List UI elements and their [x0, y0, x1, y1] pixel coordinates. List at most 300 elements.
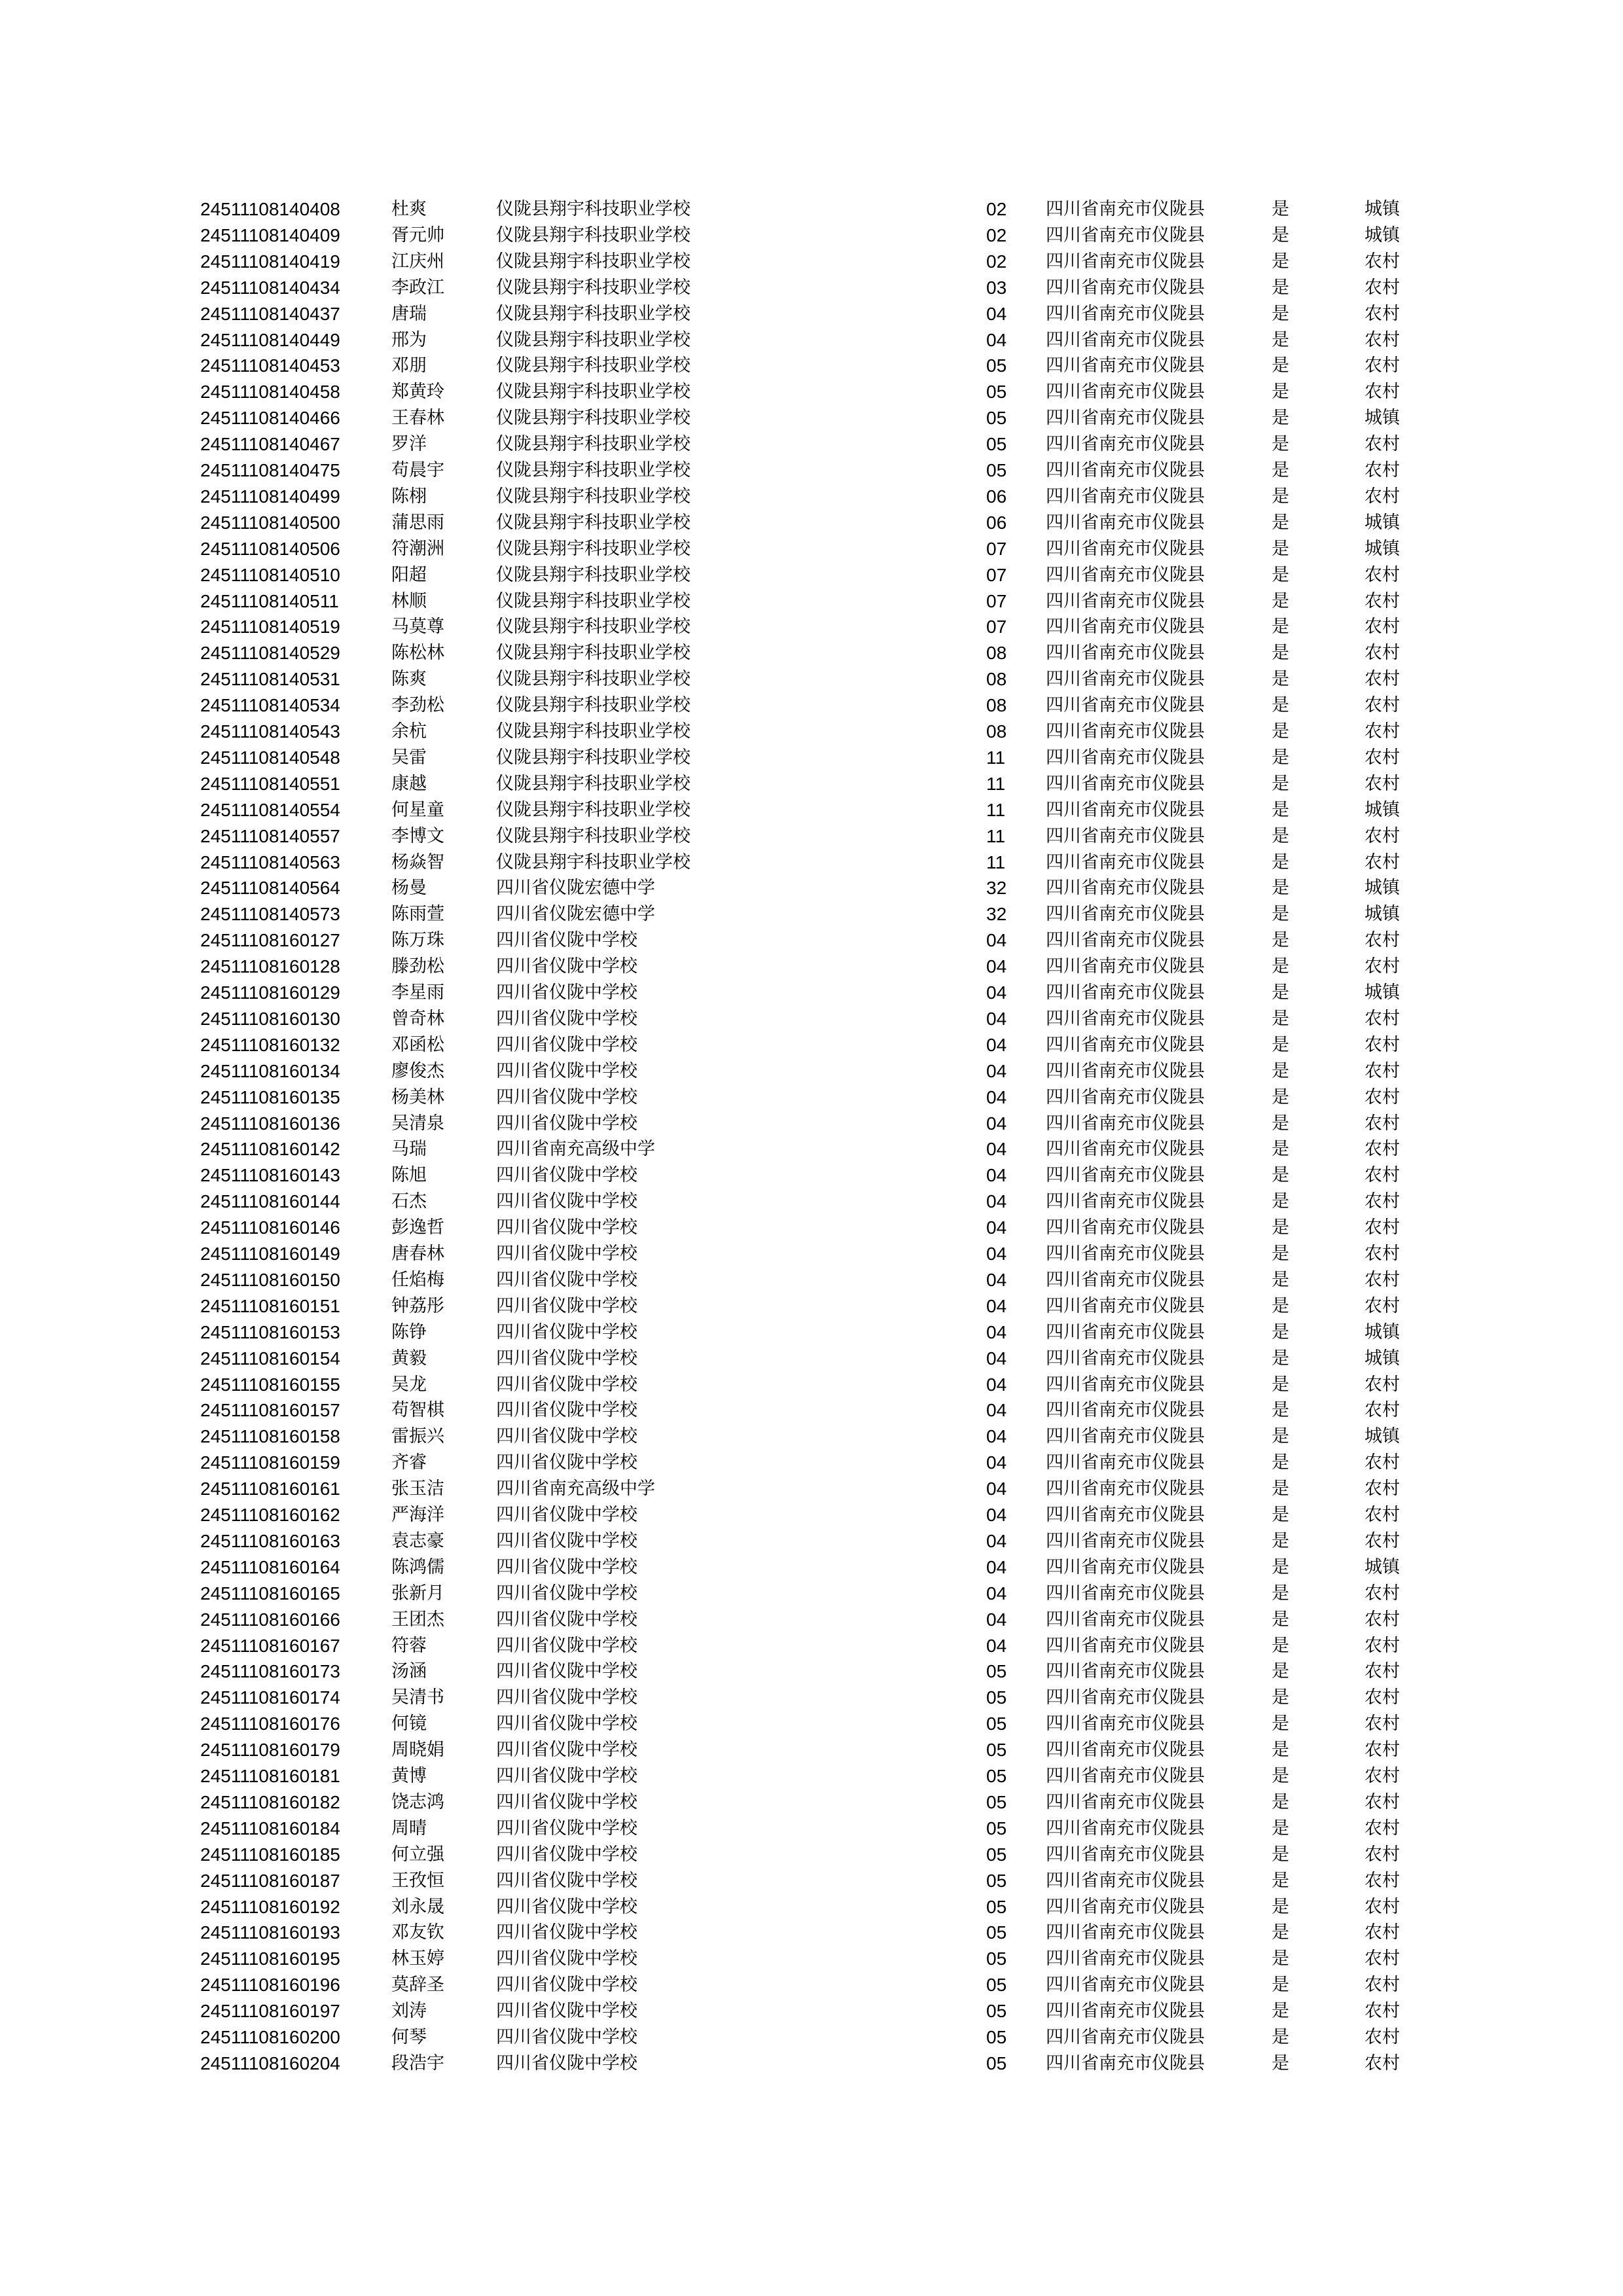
school-name: 仪陇县翔宇科技职业学校 — [496, 251, 690, 272]
eligibility-flag: 是 — [1272, 1479, 1289, 1499]
residence-type: 农村 — [1364, 486, 1400, 507]
student-id: 24511108160181 — [200, 1766, 340, 1786]
residence-type: 城镇 — [1364, 878, 1400, 899]
class-number: 05 — [986, 1818, 1007, 1839]
class-number: 08 — [986, 669, 1007, 690]
eligibility-flag: 是 — [1272, 1922, 1289, 1943]
eligibility-flag: 是 — [1272, 1426, 1289, 1447]
class-number: 04 — [986, 1635, 1007, 1656]
residence-type: 城镇 — [1364, 904, 1400, 925]
eligibility-flag: 是 — [1272, 1452, 1289, 1473]
residence-type: 农村 — [1364, 590, 1400, 611]
student-id: 24511108140466 — [200, 408, 340, 429]
residence-type: 农村 — [1364, 1948, 1400, 1969]
table-row — [0, 1789, 1623, 1816]
table-row — [0, 1189, 1623, 1215]
student-name: 黄毅 — [391, 1348, 427, 1369]
region: 四川省南充市仪陇县 — [1046, 329, 1205, 350]
residence-type: 农村 — [1364, 564, 1400, 585]
student-id: 24511108160163 — [200, 1530, 340, 1551]
eligibility-flag: 是 — [1272, 199, 1289, 219]
school-name: 四川省仪陇中学校 — [496, 1348, 637, 1369]
eligibility-flag: 是 — [1272, 669, 1289, 690]
eligibility-flag: 是 — [1272, 799, 1289, 820]
table-row — [0, 484, 1623, 510]
student-name: 唐春林 — [391, 1244, 444, 1264]
school-name: 仪陇县翔宇科技职业学校 — [496, 224, 690, 245]
region: 四川省南充市仪陇县 — [1046, 1191, 1205, 1212]
eligibility-flag: 是 — [1272, 408, 1289, 429]
school-name: 四川省仪陇中学校 — [496, 2001, 637, 2022]
eligibility-flag: 是 — [1272, 2001, 1289, 2022]
table-row — [0, 1868, 1623, 1894]
eligibility-flag: 是 — [1272, 1505, 1289, 1525]
class-number: 06 — [986, 512, 1007, 533]
school-name: 四川省仪陇中学校 — [496, 1165, 637, 1186]
student-id: 24511108160166 — [200, 1609, 340, 1630]
student-id: 24511108160179 — [200, 1740, 340, 1761]
eligibility-flag: 是 — [1272, 564, 1289, 585]
student-id: 24511108160176 — [200, 1713, 340, 1734]
class-number: 04 — [986, 1034, 1007, 1055]
class-number: 04 — [986, 1426, 1007, 1447]
region: 四川省南充市仪陇县 — [1046, 956, 1205, 977]
school-name: 仪陇县翔宇科技职业学校 — [496, 643, 690, 664]
region: 四川省南充市仪陇县 — [1046, 1113, 1205, 1134]
table-row — [0, 954, 1623, 980]
residence-type: 农村 — [1364, 1896, 1400, 1917]
eligibility-flag: 是 — [1272, 747, 1289, 768]
table-row — [0, 1528, 1623, 1554]
table-row — [0, 1346, 1623, 1372]
region: 四川省南充市仪陇县 — [1046, 982, 1205, 1003]
school-name: 四川省仪陇中学校 — [496, 1661, 637, 1682]
student-name: 邓朋 — [391, 355, 427, 376]
student-id: 24511108140499 — [200, 486, 340, 507]
residence-type: 农村 — [1364, 1505, 1400, 1525]
student-name: 胥元帅 — [391, 224, 444, 245]
student-id: 24511108140510 — [200, 564, 340, 585]
residence-type: 农村 — [1364, 329, 1400, 350]
student-name: 吴清书 — [391, 1687, 444, 1708]
class-number: 05 — [986, 1975, 1007, 1996]
school-name: 仪陇县翔宇科技职业学校 — [496, 721, 690, 742]
school-name: 四川省仪陇中学校 — [496, 1113, 637, 1134]
residence-type: 农村 — [1364, 355, 1400, 376]
region: 四川省南充市仪陇县 — [1046, 825, 1205, 846]
eligibility-flag: 是 — [1272, 1191, 1289, 1212]
residence-type: 农村 — [1364, 1139, 1400, 1160]
student-id: 24511108140548 — [200, 747, 340, 768]
school-name: 仪陇县翔宇科技职业学校 — [496, 590, 690, 611]
student-id: 24511108160151 — [200, 1295, 340, 1316]
region: 四川省南充市仪陇县 — [1046, 1844, 1205, 1865]
student-id: 24511108160196 — [200, 1975, 340, 1996]
class-number: 05 — [986, 1687, 1007, 1708]
school-name: 四川省仪陇中学校 — [496, 1713, 637, 1734]
student-name: 江庆州 — [391, 251, 444, 272]
student-id: 24511108140529 — [200, 643, 340, 664]
region: 四川省南充市仪陇县 — [1046, 564, 1205, 585]
student-id: 24511108160144 — [200, 1191, 340, 1212]
student-name: 周晓娟 — [391, 1740, 444, 1761]
school-name: 四川省仪陇中学校 — [496, 1244, 637, 1264]
class-number: 02 — [986, 199, 1007, 219]
school-name: 四川省仪陇中学校 — [496, 2053, 637, 2073]
student-id: 24511108140564 — [200, 878, 340, 899]
class-number: 04 — [986, 1583, 1007, 1604]
eligibility-flag: 是 — [1272, 1008, 1289, 1029]
class-number: 04 — [986, 930, 1007, 951]
eligibility-flag: 是 — [1272, 1583, 1289, 1604]
region: 四川省南充市仪陇县 — [1046, 486, 1205, 507]
student-name: 刘涛 — [391, 2001, 427, 2022]
region: 四川省南充市仪陇县 — [1046, 1008, 1205, 1029]
student-name: 黄博 — [391, 1766, 427, 1786]
table-row — [0, 1215, 1623, 1241]
region: 四川省南充市仪陇县 — [1046, 1295, 1205, 1316]
region: 四川省南充市仪陇县 — [1046, 1975, 1205, 1996]
student-name: 严海洋 — [391, 1505, 444, 1525]
residence-type: 农村 — [1364, 277, 1400, 298]
student-id: 24511108160185 — [200, 1844, 340, 1865]
class-number: 05 — [986, 460, 1007, 480]
school-name: 四川省仪陇中学校 — [496, 956, 637, 977]
residence-type: 城镇 — [1364, 224, 1400, 245]
student-name: 符潮洲 — [391, 538, 444, 559]
student-id: 24511108140409 — [200, 224, 340, 245]
school-name: 四川省仪陇中学校 — [496, 930, 637, 951]
school-name: 仪陇县翔宇科技职业学校 — [496, 564, 690, 585]
school-name: 仪陇县翔宇科技职业学校 — [496, 382, 690, 403]
student-id: 24511108160197 — [200, 2001, 340, 2022]
eligibility-flag: 是 — [1272, 878, 1289, 899]
student-name: 王团杰 — [391, 1609, 444, 1630]
student-name: 张玉洁 — [391, 1479, 444, 1499]
eligibility-flag: 是 — [1272, 590, 1289, 611]
eligibility-flag: 是 — [1272, 1713, 1289, 1734]
class-number: 02 — [986, 251, 1007, 272]
region: 四川省南充市仪陇县 — [1046, 199, 1205, 219]
residence-type: 农村 — [1364, 1922, 1400, 1943]
residence-type: 农村 — [1364, 434, 1400, 455]
student-name: 吴清泉 — [391, 1113, 444, 1134]
student-name: 唐瑞 — [391, 303, 427, 324]
residence-type: 农村 — [1364, 303, 1400, 324]
student-id: 24511108160127 — [200, 930, 340, 951]
region: 四川省南充市仪陇县 — [1046, 1165, 1205, 1186]
class-number: 04 — [986, 1374, 1007, 1395]
eligibility-flag: 是 — [1272, 1348, 1289, 1369]
student-name: 王春林 — [391, 408, 444, 429]
table-row — [0, 1998, 1623, 2024]
student-id: 24511108140453 — [200, 355, 340, 376]
table-row — [0, 405, 1623, 431]
eligibility-flag: 是 — [1272, 1165, 1289, 1186]
school-name: 四川省仪陇中学校 — [496, 1191, 637, 1212]
class-number: 07 — [986, 590, 1007, 611]
eligibility-flag: 是 — [1272, 773, 1289, 794]
residence-type: 农村 — [1364, 1086, 1400, 1107]
eligibility-flag: 是 — [1272, 382, 1289, 403]
region: 四川省南充市仪陇县 — [1046, 303, 1205, 324]
school-name: 四川省仪陇中学校 — [496, 2027, 637, 2047]
student-name: 何琴 — [391, 2027, 427, 2047]
region: 四川省南充市仪陇县 — [1046, 1922, 1205, 1943]
class-number: 05 — [986, 1844, 1007, 1865]
table-row — [0, 1763, 1623, 1789]
residence-type: 农村 — [1364, 956, 1400, 977]
residence-type: 农村 — [1364, 1766, 1400, 1786]
residence-type: 农村 — [1364, 2053, 1400, 2073]
student-id: 24511108160130 — [200, 1008, 340, 1029]
school-name: 四川省仪陇中学校 — [496, 1870, 637, 1891]
table-row — [0, 1136, 1623, 1162]
class-number: 04 — [986, 329, 1007, 350]
region: 四川省南充市仪陇县 — [1046, 904, 1205, 925]
region: 四川省南充市仪陇县 — [1046, 669, 1205, 690]
class-number: 05 — [986, 1791, 1007, 1812]
student-name: 雷振兴 — [391, 1426, 444, 1447]
region: 四川省南充市仪陇县 — [1046, 1530, 1205, 1551]
class-number: 04 — [986, 956, 1007, 977]
residence-type: 农村 — [1364, 1217, 1400, 1238]
residence-type: 农村 — [1364, 1530, 1400, 1551]
school-name: 仪陇县翔宇科技职业学校 — [496, 460, 690, 480]
eligibility-flag: 是 — [1272, 355, 1289, 376]
eligibility-flag: 是 — [1272, 1374, 1289, 1395]
table-row — [0, 850, 1623, 876]
eligibility-flag: 是 — [1272, 277, 1289, 298]
table-row — [0, 562, 1623, 588]
residence-type: 农村 — [1364, 1165, 1400, 1186]
residence-type: 农村 — [1364, 1661, 1400, 1682]
student-id: 24511108140475 — [200, 460, 340, 480]
region: 四川省南充市仪陇县 — [1046, 1348, 1205, 1369]
school-name: 四川省仪陇中学校 — [496, 1374, 637, 1395]
region: 四川省南充市仪陇县 — [1046, 799, 1205, 820]
residence-type: 农村 — [1364, 1374, 1400, 1395]
student-id: 24511108160195 — [200, 1948, 340, 1969]
student-id: 24511108140434 — [200, 277, 340, 298]
student-id: 24511108140563 — [200, 852, 340, 872]
eligibility-flag: 是 — [1272, 1661, 1289, 1682]
school-name: 仪陇县翔宇科技职业学校 — [496, 434, 690, 455]
class-number: 03 — [986, 277, 1007, 298]
class-number: 05 — [986, 2027, 1007, 2047]
class-number: 32 — [986, 878, 1007, 899]
student-id: 24511108160162 — [200, 1505, 340, 1525]
region: 四川省南充市仪陇县 — [1046, 1321, 1205, 1342]
student-id: 24511108160182 — [200, 1791, 340, 1812]
table-row — [0, 1267, 1623, 1293]
class-number: 04 — [986, 303, 1007, 324]
student-name: 钟荔彤 — [391, 1295, 444, 1316]
region: 四川省南充市仪陇县 — [1046, 1269, 1205, 1290]
table-row — [0, 249, 1623, 275]
class-number: 04 — [986, 982, 1007, 1003]
table-row — [0, 719, 1623, 745]
school-name: 四川省南充高级中学 — [496, 1139, 655, 1160]
table-row — [0, 1946, 1623, 1972]
school-name: 仪陇县翔宇科技职业学校 — [496, 303, 690, 324]
region: 四川省南充市仪陇县 — [1046, 590, 1205, 611]
residence-type: 农村 — [1364, 669, 1400, 690]
table-row — [0, 1162, 1623, 1189]
student-name: 彭逸哲 — [391, 1217, 444, 1238]
school-name: 仪陇县翔宇科技职业学校 — [496, 512, 690, 533]
student-name: 李星雨 — [391, 982, 444, 1003]
region: 四川省南充市仪陇县 — [1046, 1635, 1205, 1656]
student-name: 陈鸿儒 — [391, 1556, 444, 1577]
student-name: 何镜 — [391, 1713, 427, 1734]
residence-type: 农村 — [1364, 1791, 1400, 1812]
table-row — [0, 640, 1623, 666]
student-name: 苟晨宇 — [391, 460, 444, 480]
table-row — [0, 223, 1623, 249]
eligibility-flag: 是 — [1272, 1818, 1289, 1839]
student-name: 张新月 — [391, 1583, 444, 1604]
student-name: 段浩宇 — [391, 2053, 444, 2073]
class-number: 04 — [986, 1295, 1007, 1316]
student-name: 苟智棋 — [391, 1400, 444, 1421]
table-row — [0, 196, 1623, 223]
student-name: 汤涵 — [391, 1661, 427, 1682]
residence-type: 城镇 — [1364, 982, 1400, 1003]
table-row — [0, 1920, 1623, 1946]
residence-type: 农村 — [1364, 930, 1400, 951]
table-row — [0, 1450, 1623, 1476]
table-row — [0, 536, 1623, 562]
eligibility-flag: 是 — [1272, 2027, 1289, 2047]
region: 四川省南充市仪陇县 — [1046, 747, 1205, 768]
class-number: 05 — [986, 408, 1007, 429]
residence-type: 城镇 — [1364, 199, 1400, 219]
student-name: 陈栩 — [391, 486, 427, 507]
student-name: 王孜恒 — [391, 1870, 444, 1891]
eligibility-flag: 是 — [1272, 1034, 1289, 1055]
student-name: 李政江 — [391, 277, 444, 298]
class-number: 06 — [986, 486, 1007, 507]
student-id: 24511108160154 — [200, 1348, 340, 1369]
class-number: 04 — [986, 1060, 1007, 1081]
class-number: 04 — [986, 1400, 1007, 1421]
student-name: 杜爽 — [391, 199, 427, 219]
eligibility-flag: 是 — [1272, 982, 1289, 1003]
region: 四川省南充市仪陇县 — [1046, 1948, 1205, 1969]
student-id: 24511108160136 — [200, 1113, 340, 1134]
residence-type: 农村 — [1364, 1113, 1400, 1134]
school-name: 仪陇县翔宇科技职业学校 — [496, 329, 690, 350]
school-name: 四川省仪陇中学校 — [496, 1556, 637, 1577]
table-row — [0, 666, 1623, 692]
region: 四川省南充市仪陇县 — [1046, 695, 1205, 716]
student-id: 24511108140449 — [200, 329, 340, 350]
table-row — [0, 1607, 1623, 1633]
eligibility-flag: 是 — [1272, 1139, 1289, 1160]
student-name: 马瑞 — [391, 1139, 427, 1160]
student-name: 莫辞圣 — [391, 1975, 444, 1996]
table-row — [0, 1502, 1623, 1528]
eligibility-flag: 是 — [1272, 1740, 1289, 1761]
residence-type: 城镇 — [1364, 1348, 1400, 1369]
table-row — [0, 980, 1623, 1006]
school-name: 仪陇县翔宇科技职业学校 — [496, 695, 690, 716]
school-name: 四川省仪陇中学校 — [496, 1400, 637, 1421]
class-number: 05 — [986, 1740, 1007, 1761]
region: 四川省南充市仪陇县 — [1046, 1609, 1205, 1630]
school-name: 四川省仪陇中学校 — [496, 1687, 637, 1708]
class-number: 04 — [986, 1008, 1007, 1029]
eligibility-flag: 是 — [1272, 1556, 1289, 1577]
eligibility-flag: 是 — [1272, 1948, 1289, 1969]
school-name: 四川省仪陇中学校 — [496, 1008, 637, 1029]
residence-type: 农村 — [1364, 1034, 1400, 1055]
school-name: 四川省仪陇中学校 — [496, 1530, 637, 1551]
region: 四川省南充市仪陇县 — [1046, 773, 1205, 794]
residence-type: 农村 — [1364, 1400, 1400, 1421]
student-id: 24511108140500 — [200, 512, 340, 533]
class-number: 05 — [986, 1896, 1007, 1917]
class-number: 04 — [986, 1191, 1007, 1212]
student-id: 24511108160153 — [200, 1321, 340, 1342]
student-name: 陈万珠 — [391, 930, 444, 951]
residence-type: 城镇 — [1364, 512, 1400, 533]
class-number: 07 — [986, 538, 1007, 559]
residence-type: 城镇 — [1364, 538, 1400, 559]
eligibility-flag: 是 — [1272, 1687, 1289, 1708]
school-name: 四川省仪陇中学校 — [496, 1505, 637, 1525]
residence-type: 农村 — [1364, 1295, 1400, 1316]
eligibility-flag: 是 — [1272, 825, 1289, 846]
student-name: 陈爽 — [391, 669, 427, 690]
residence-type: 农村 — [1364, 1244, 1400, 1264]
residence-type: 农村 — [1364, 721, 1400, 742]
region: 四川省南充市仪陇县 — [1046, 1034, 1205, 1055]
table-row — [0, 1085, 1623, 1111]
table-row — [0, 614, 1623, 640]
region: 四川省南充市仪陇县 — [1046, 2027, 1205, 2047]
school-name: 四川省仪陇中学校 — [496, 1452, 637, 1473]
student-id: 24511108140557 — [200, 825, 340, 846]
student-id: 24511108140573 — [200, 904, 340, 925]
class-number: 04 — [986, 1321, 1007, 1342]
class-number: 07 — [986, 617, 1007, 637]
student-id: 24511108140437 — [200, 303, 340, 324]
residence-type: 农村 — [1364, 852, 1400, 872]
class-number: 07 — [986, 564, 1007, 585]
eligibility-flag: 是 — [1272, 1269, 1289, 1290]
class-number: 04 — [986, 1556, 1007, 1577]
student-id: 24511108160187 — [200, 1870, 340, 1891]
region: 四川省南充市仪陇县 — [1046, 1374, 1205, 1395]
class-number: 04 — [986, 1244, 1007, 1264]
school-name: 仪陇县翔宇科技职业学校 — [496, 617, 690, 637]
region: 四川省南充市仪陇县 — [1046, 355, 1205, 376]
region: 四川省南充市仪陇县 — [1046, 1713, 1205, 1734]
student-name: 吴龙 — [391, 1374, 427, 1395]
table-row — [0, 2051, 1623, 2077]
school-name: 仪陇县翔宇科技职业学校 — [496, 799, 690, 820]
eligibility-flag: 是 — [1272, 1896, 1289, 1917]
region: 四川省南充市仪陇县 — [1046, 1583, 1205, 1604]
class-number: 11 — [986, 825, 1006, 846]
school-name: 仪陇县翔宇科技职业学校 — [496, 825, 690, 846]
student-name: 杨曼 — [391, 878, 427, 899]
table-row — [0, 1659, 1623, 1685]
residence-type: 农村 — [1364, 382, 1400, 403]
table-row — [0, 1972, 1623, 1998]
